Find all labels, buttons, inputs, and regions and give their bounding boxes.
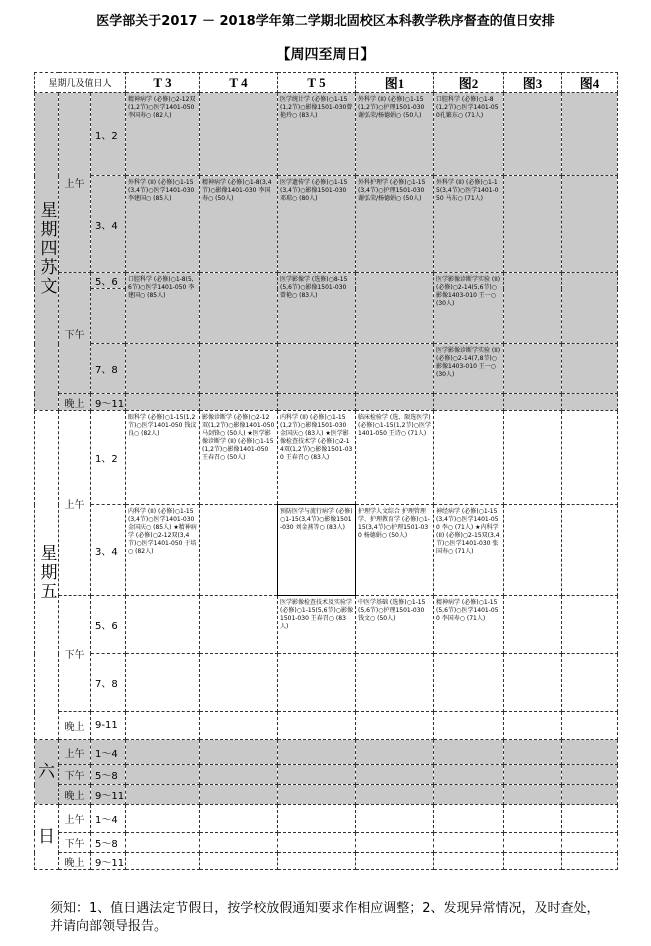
col-t5: T 5 (278, 73, 356, 93)
thu-am-label: 上午 (59, 93, 91, 273)
fri-56-tu1: 中医学基础 (选修)○1-15(5,6节)○护理1501-030 钱文○ (50人) (356, 596, 434, 654)
sat-row-pm (35, 765, 618, 785)
thu-56-t5: 医学影像学 (选修)○8-15(5,6节)○影像1501-030 曾艳○ (83人) (278, 273, 356, 344)
thu-56-tu1 (356, 273, 434, 344)
header-corner: 星期几及值日人 (35, 73, 126, 93)
sun-period-58: 5～8 (91, 833, 126, 853)
fri-eve-t5 (278, 712, 356, 740)
thu-34-tu1: 外科护理学 (必修)○1-15(3,4节)○护理1501-030 谢弘荣/杨德娟○ (50人) (356, 176, 434, 273)
sat-period-14: 1～4 (91, 740, 126, 765)
col-tu4: 图4 (562, 73, 618, 93)
sat-am-label: 上午 (59, 740, 91, 765)
sun-row-am (35, 805, 618, 833)
thu-12-tu2: 口腔科学 (必修)○1-8(1,2节)○医学1401-050孔繁东○ (71人) (434, 93, 504, 176)
thu-78-t3 (126, 344, 200, 394)
fri-period-78: 7、8 (91, 654, 126, 712)
fri-eve-tu4 (562, 712, 618, 740)
fri-12-tu4 (562, 411, 618, 505)
fri-78-t4 (200, 654, 278, 712)
thu-period-911: 9～11 (91, 394, 126, 411)
thu-day-label (35, 93, 59, 411)
thu-78-tu4 (562, 344, 618, 394)
thu-row-12 (35, 93, 618, 176)
fri-row-56 (35, 596, 618, 654)
sat-pm-label: 下午 (59, 765, 91, 785)
fri-34-t3: 内科学 (II) (必修)○1-15(3,4节)○医学1401-030 金国庆○ (85人) ★精神病学 (必修)○2-12双(3,4节)○医学1401-050 于培○ (82人) (126, 505, 200, 596)
thu-56-tu4 (562, 273, 618, 344)
fri-12-t4: 影像诊断学 (必修)○2-12双(1,2节)○影像1401-050 马剑锋○ (50人) ★医学影像诊断学 (II) (必修)○1-15(1,2节)○影像1401-050 王春召○ (50人) (200, 411, 278, 505)
thu-12-tu1: 外科学 (II) (必修)○1-15(1,2节)○护理1501-030 谢弘荣/杨德娟○ (50人) (356, 93, 434, 176)
fri-56-t3 (126, 596, 200, 654)
fri-78-tu4 (562, 654, 618, 712)
sun-am-label: 上午 (59, 805, 91, 833)
sat-eve-label: 晚上 (59, 785, 91, 805)
sun-pm-label: 下午 (59, 833, 91, 853)
thu-34-t4: 精神病学 (必修)○1-8(3,4节)○影像1401-030 李国寿○ (50人) (200, 176, 278, 273)
fri-56-tu2: 精神病学 (必修)○1-15(5,6节)○医学1401-050 李国寿○ (71人) (434, 596, 504, 654)
thu-56-t3: 口腔科学 (必修)○1-8(5,6节)○医学1401-050 李建国○ (85人) (126, 273, 200, 344)
fri-eve-t3 (126, 712, 200, 740)
col-tu3: 图3 (504, 73, 562, 93)
schedule-table (34, 72, 618, 870)
thu-78-t5 (278, 344, 356, 394)
thu-78-tu3 (504, 344, 562, 394)
sun-period-14: 1～4 (91, 805, 126, 833)
thu-row-34 (35, 176, 618, 273)
thu-34-t3: 外科学 (II) (必修)○1-15(3,4节)○医学1401-030 李建国○ (85人) (126, 176, 200, 273)
fri-56-t4 (200, 596, 278, 654)
notice-text: 须知：1、值日遇法定节假日，按学校放假通知要求作相应调整；2、发现异常情况，及时查处，并请向部领导报告。 (50, 901, 600, 934)
thu-34-tu3 (504, 176, 562, 273)
fri-34-tu2: 神经病学 (必修)○1-15(3,4节)○医学1401-050 李○ (71人) ★内科学 (II) (必修)○2-15双(3,4节)○医学1401-030 张国寿○ (71人) (434, 505, 504, 596)
fri-56-tu4 (562, 596, 618, 654)
thu-eve-t5 (278, 394, 356, 411)
thu-row-56a (35, 273, 618, 289)
thu-eve-tu4 (562, 394, 618, 411)
thu-period-12: 1、2 (91, 93, 126, 176)
fri-day-label (35, 411, 59, 740)
sat-period-911: 9～11 (91, 785, 126, 805)
fri-12-tu2 (434, 411, 504, 505)
fri-period-12: 1、2 (91, 411, 126, 505)
fri-56-t5: 医学影像检查技术及实验学 (必修)○1-15(5,6节)○影像1501-030 王春召○ (83人) (278, 596, 356, 654)
thu-56-tu3 (504, 273, 562, 344)
thu-56-t4 (200, 273, 278, 344)
thu-12-t5: 医学统计学 (必修)○1-15(1,2节)○影像1501-030曾艳玲○ (83人) (278, 93, 356, 176)
thu-12-tu3 (504, 93, 562, 176)
thu-period-78: 7、8 (91, 344, 126, 394)
fri-pm-label: 下午 (59, 596, 91, 712)
page-title: 医学部关于2017 － 2018学年第二学期北固校区本科教学秩序督查的值日安排 (96, 14, 555, 29)
thu-56-tu2: 医学影像诊断学实验 (II) (必修)○2-14(5,6节)○影像1403-010 王一○ (30人) (434, 273, 504, 344)
fri-34-t4 (200, 505, 278, 596)
thu-period-56-blank (91, 289, 126, 344)
thu-34-tu2: 外科学 (II) (必修)○1-15(3,4节)○医学1401-050 马东○ (71人) (434, 176, 504, 273)
fri-34-tu1: 护理学人文综合 护理管理学、护理教育学 (必修)○1-15(3,4节)○护理1501-030 杨德娟○ (50人) (356, 505, 434, 596)
sat-period-58: 5～8 (91, 765, 126, 785)
fri-row-12 (35, 411, 618, 505)
header-row (35, 73, 618, 93)
fri-eve-t4 (200, 712, 278, 740)
fri-period-911: 9-11 (91, 712, 126, 740)
sat-day-label: 六 (35, 740, 59, 805)
thu-eve-tu1 (356, 394, 434, 411)
col-tu2: 图2 (434, 73, 504, 93)
fri-eve-label: 晚上 (59, 712, 91, 740)
fri-78-t3 (126, 654, 200, 712)
col-tu1: 图1 (356, 73, 434, 93)
thu-12-t4 (200, 93, 278, 176)
thu-78-t4 (200, 344, 278, 394)
fri-eve-tu2 (434, 712, 504, 740)
thu-34-tu4 (562, 176, 618, 273)
fri-78-tu1 (356, 654, 434, 712)
thu-eve-t3 (126, 394, 200, 411)
sun-row-eve (35, 853, 618, 870)
sun-period-911: 9～11 (91, 853, 126, 870)
sun-day-label: 日 (35, 805, 59, 870)
fri-78-tu2 (434, 654, 504, 712)
thu-period-34: 3、4 (91, 176, 126, 273)
fri-12-tu1: 临床检验学 (选、限选医学) (必修)○1-15(1,2节)○医学1401-050 王诗○ (71人) (356, 411, 434, 505)
thu-day-text: 星期四苏文 (36, 201, 57, 296)
thu-34-t5: 医学遗传学 (必修)○1-15(3,4节)○影像1501-030 邓琼○ (80人) (278, 176, 356, 273)
fri-am-label: 上午 (59, 411, 91, 596)
thu-eve-tu3 (504, 394, 562, 411)
sat-row-eve (35, 785, 618, 805)
fri-34-t5: 预防医学与流行病学 (必修)○1-15(3,4节)○影像1501-030 刘金燕等○ (83人) (278, 505, 356, 596)
thu-row-eve (35, 394, 618, 411)
sat-row-am (35, 740, 618, 765)
thu-12-tu4 (562, 93, 618, 176)
fri-day-text: 星期五 (36, 543, 57, 601)
fri-row-eve (35, 712, 618, 740)
thu-eve-tu2 (434, 394, 504, 411)
thu-78-tu1 (356, 344, 434, 394)
thu-eve-t4 (200, 394, 278, 411)
col-t3: T 3 (126, 73, 200, 93)
fri-34-tu3 (504, 505, 562, 596)
sun-row-pm (35, 833, 618, 853)
fri-row-34 (35, 505, 618, 596)
fri-period-56: 5、6 (91, 596, 126, 654)
page-subtitle: 【周四至周日】 (276, 47, 375, 63)
thu-eve-label: 晚上 (59, 394, 91, 411)
fri-78-tu3 (504, 654, 562, 712)
sun-eve-label: 晚上 (59, 853, 91, 870)
fri-eve-tu3 (504, 712, 562, 740)
fri-row-78 (35, 654, 618, 712)
fri-56-tu3 (504, 596, 562, 654)
fri-78-t5 (278, 654, 356, 712)
fri-period-34: 3、4 (91, 505, 126, 596)
thu-period-56: 5、6 (91, 273, 126, 289)
thu-pm-label: 下午 (59, 273, 91, 394)
fri-34-tu4 (562, 505, 618, 596)
fri-eve-tu1 (356, 712, 434, 740)
fri-12-tu3 (504, 411, 562, 505)
thu-78-tu2: 医学影像诊断学实验 (II) (必修)○2-14(7,8节)○影像1403-010 王一○ (30人) (434, 344, 504, 394)
col-t4: T 4 (200, 73, 278, 93)
thu-12-t3: 精神病学 (必修)○2-12双(1,2节)○医学1401-050李国寿○ (82人) (126, 93, 200, 176)
thu-row-78 (35, 344, 618, 394)
fri-12-t5: 内科学 (II) (必修)○1-15(1,2节)○影像1501-030 金国庆○ (83人) ★医学影像检查技术学 (必修)○2-14双(1,2节)○影像1501-030 王春召○ (83人) (278, 411, 356, 505)
fri-12-t3: 眼科学 (必修)○1-15(1,2节)○医学1401-050 钱汶良○ (82人) (126, 411, 200, 505)
